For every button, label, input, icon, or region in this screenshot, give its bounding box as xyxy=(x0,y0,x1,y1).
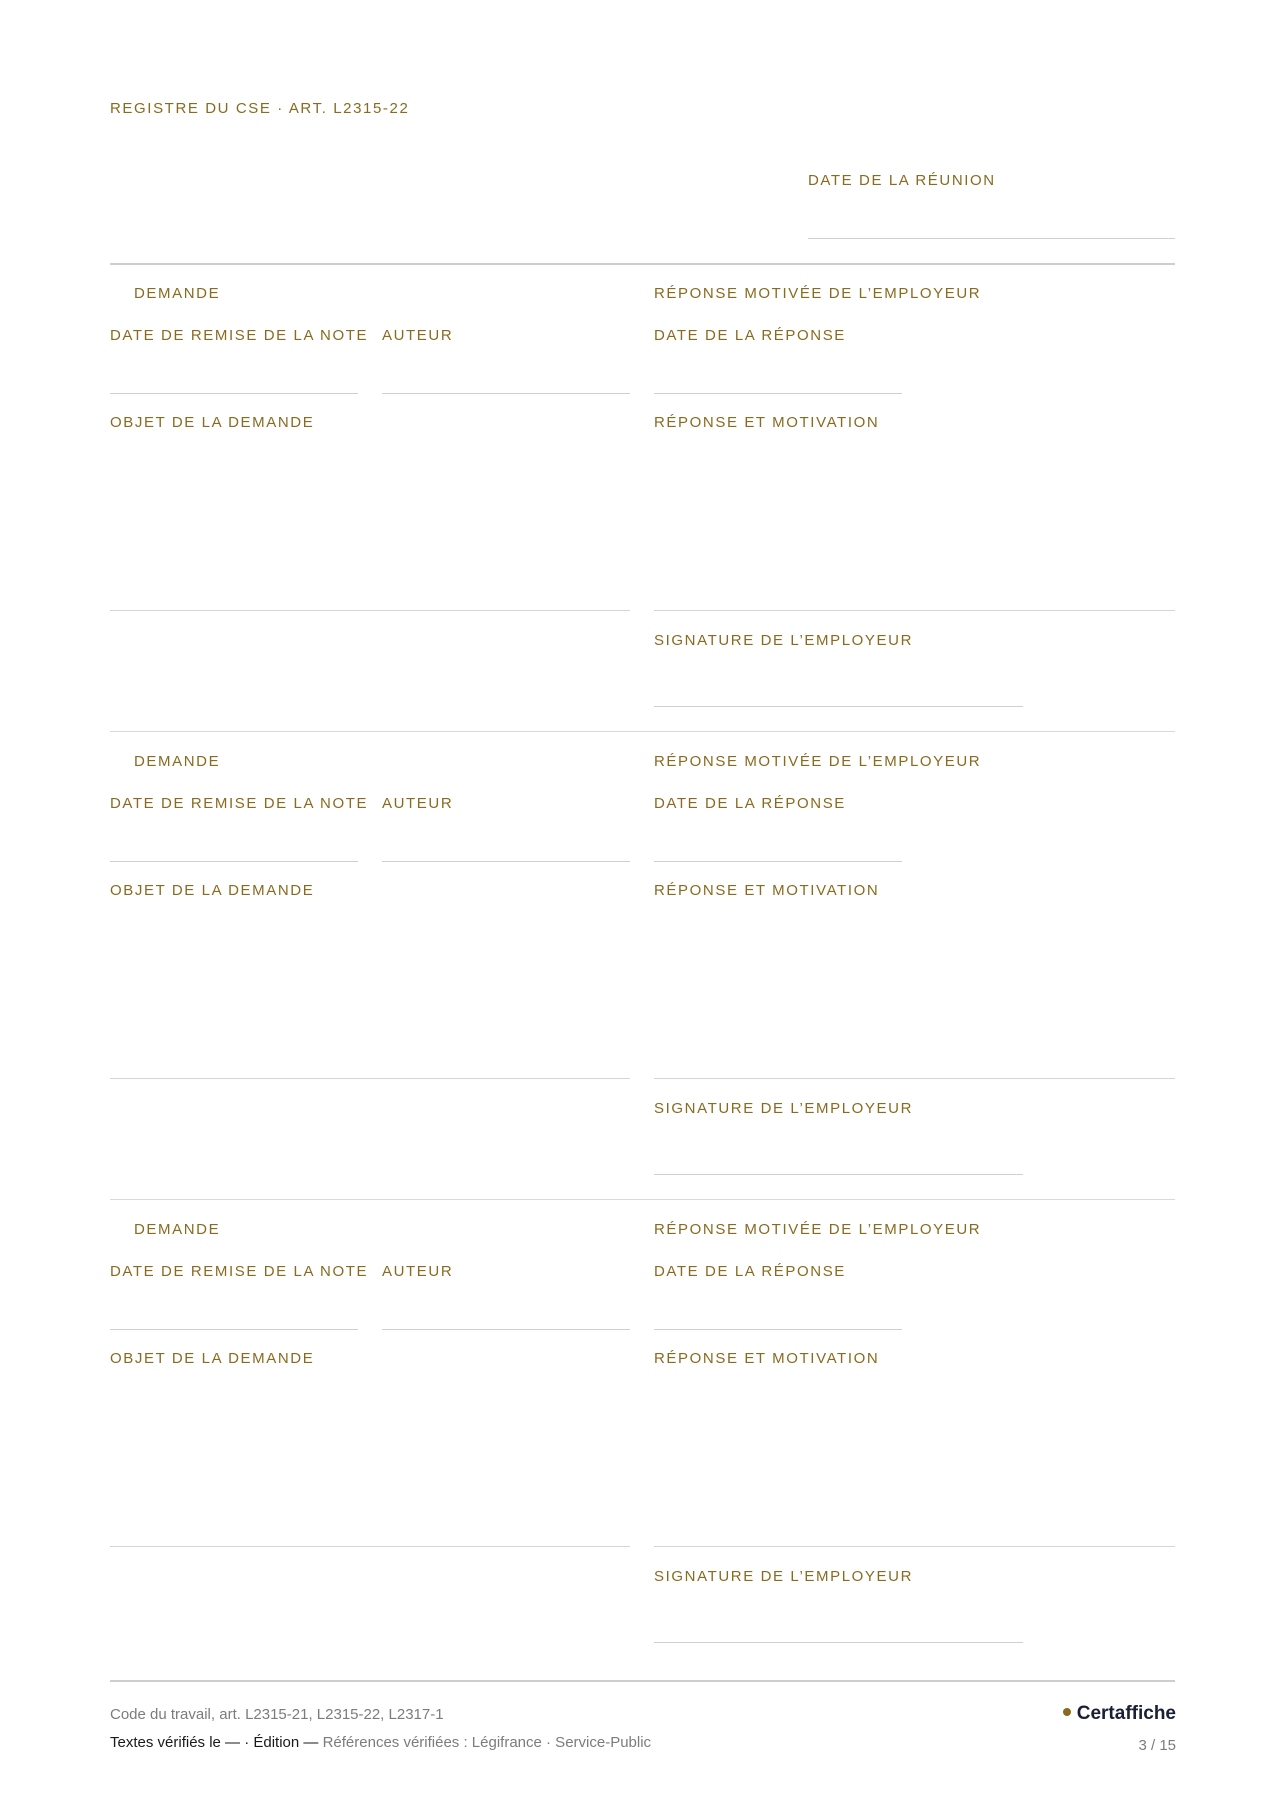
footer-verification xyxy=(110,1734,651,1752)
reponse-motivation-label: RÉPONSE ET MOTIVATION xyxy=(654,882,880,899)
verified-date-text: Textes vérifiés le — · Édition — xyxy=(110,1734,319,1751)
auteur-field[interactable] xyxy=(382,1329,630,1330)
objet-field[interactable] xyxy=(110,610,630,611)
entry-divider xyxy=(110,1199,1175,1200)
auteur-field[interactable] xyxy=(382,393,630,394)
objet-field[interactable] xyxy=(110,1546,630,1547)
auteur-label: AUTEUR xyxy=(382,1263,454,1280)
reponse-motivation-field[interactable] xyxy=(654,610,1175,611)
objet-label: OBJET DE LA DEMANDE xyxy=(110,1350,315,1367)
signature-label: SIGNATURE DE L’EMPLOYEUR xyxy=(654,1568,914,1585)
verified-sources-text: Références vérifiées : Légifrance · Service-Public xyxy=(318,1734,652,1751)
date-reponse-field[interactable] xyxy=(654,1329,902,1330)
date-reponse-field[interactable] xyxy=(654,861,902,862)
reponse-motivee-heading: RÉPONSE MOTIVÉE DE L’EMPLOYEUR xyxy=(654,1221,982,1238)
objet-field[interactable] xyxy=(110,1078,630,1079)
demande-heading: DEMANDE xyxy=(134,285,221,302)
date-remise-label: DATE DE REMISE DE LA NOTE xyxy=(110,1263,369,1280)
footer-legal-refs: Code du travail, art. L2315-21, L2315-22, L2317-1 xyxy=(110,1706,444,1723)
auteur-field[interactable] xyxy=(382,861,630,862)
date-remise-field[interactable] xyxy=(110,861,358,862)
date-remise-field[interactable] xyxy=(110,1329,358,1330)
demande-heading: DEMANDE xyxy=(134,1221,221,1238)
demande-heading: DEMANDE xyxy=(134,753,221,770)
header-divider xyxy=(110,263,1175,265)
date-reponse-field[interactable] xyxy=(654,393,902,394)
page-number: 3 / 15 xyxy=(1138,1737,1176,1754)
entry-divider xyxy=(110,731,1175,732)
signature-field[interactable] xyxy=(654,706,1023,707)
reponse-motivee-heading: RÉPONSE MOTIVÉE DE L’EMPLOYEUR xyxy=(654,285,982,302)
brand-logo xyxy=(1063,1703,1176,1725)
objet-label: OBJET DE LA DEMANDE xyxy=(110,414,315,431)
brand-dot-icon xyxy=(1063,1708,1071,1716)
brand-name: Certaffiche xyxy=(1076,1703,1176,1724)
signature-field[interactable] xyxy=(654,1174,1023,1175)
objet-label: OBJET DE LA DEMANDE xyxy=(110,882,315,899)
signature-label: SIGNATURE DE L’EMPLOYEUR xyxy=(654,632,914,649)
meeting-date-field[interactable] xyxy=(808,238,1175,239)
reponse-motivation-field[interactable] xyxy=(654,1546,1175,1547)
signature-field[interactable] xyxy=(654,1642,1023,1643)
date-reponse-label: DATE DE LA RÉPONSE xyxy=(654,1263,846,1280)
signature-label: SIGNATURE DE L’EMPLOYEUR xyxy=(654,1100,914,1117)
footer-divider xyxy=(110,1680,1175,1682)
auteur-label: AUTEUR xyxy=(382,795,454,812)
reponse-motivation-label: RÉPONSE ET MOTIVATION xyxy=(654,414,880,431)
auteur-label: AUTEUR xyxy=(382,327,454,344)
date-remise-field[interactable] xyxy=(110,393,358,394)
register-title: REGISTRE DU CSE · ART. L2315-22 xyxy=(110,100,410,117)
date-reponse-label: DATE DE LA RÉPONSE xyxy=(654,795,846,812)
date-remise-label: DATE DE REMISE DE LA NOTE xyxy=(110,327,369,344)
reponse-motivation-field[interactable] xyxy=(654,1078,1175,1079)
date-reponse-label: DATE DE LA RÉPONSE xyxy=(654,327,846,344)
date-remise-label: DATE DE REMISE DE LA NOTE xyxy=(110,795,369,812)
reponse-motivee-heading: RÉPONSE MOTIVÉE DE L’EMPLOYEUR xyxy=(654,753,982,770)
reponse-motivation-label: RÉPONSE ET MOTIVATION xyxy=(654,1350,880,1367)
meeting-date-label: DATE DE LA RÉUNION xyxy=(808,172,996,189)
